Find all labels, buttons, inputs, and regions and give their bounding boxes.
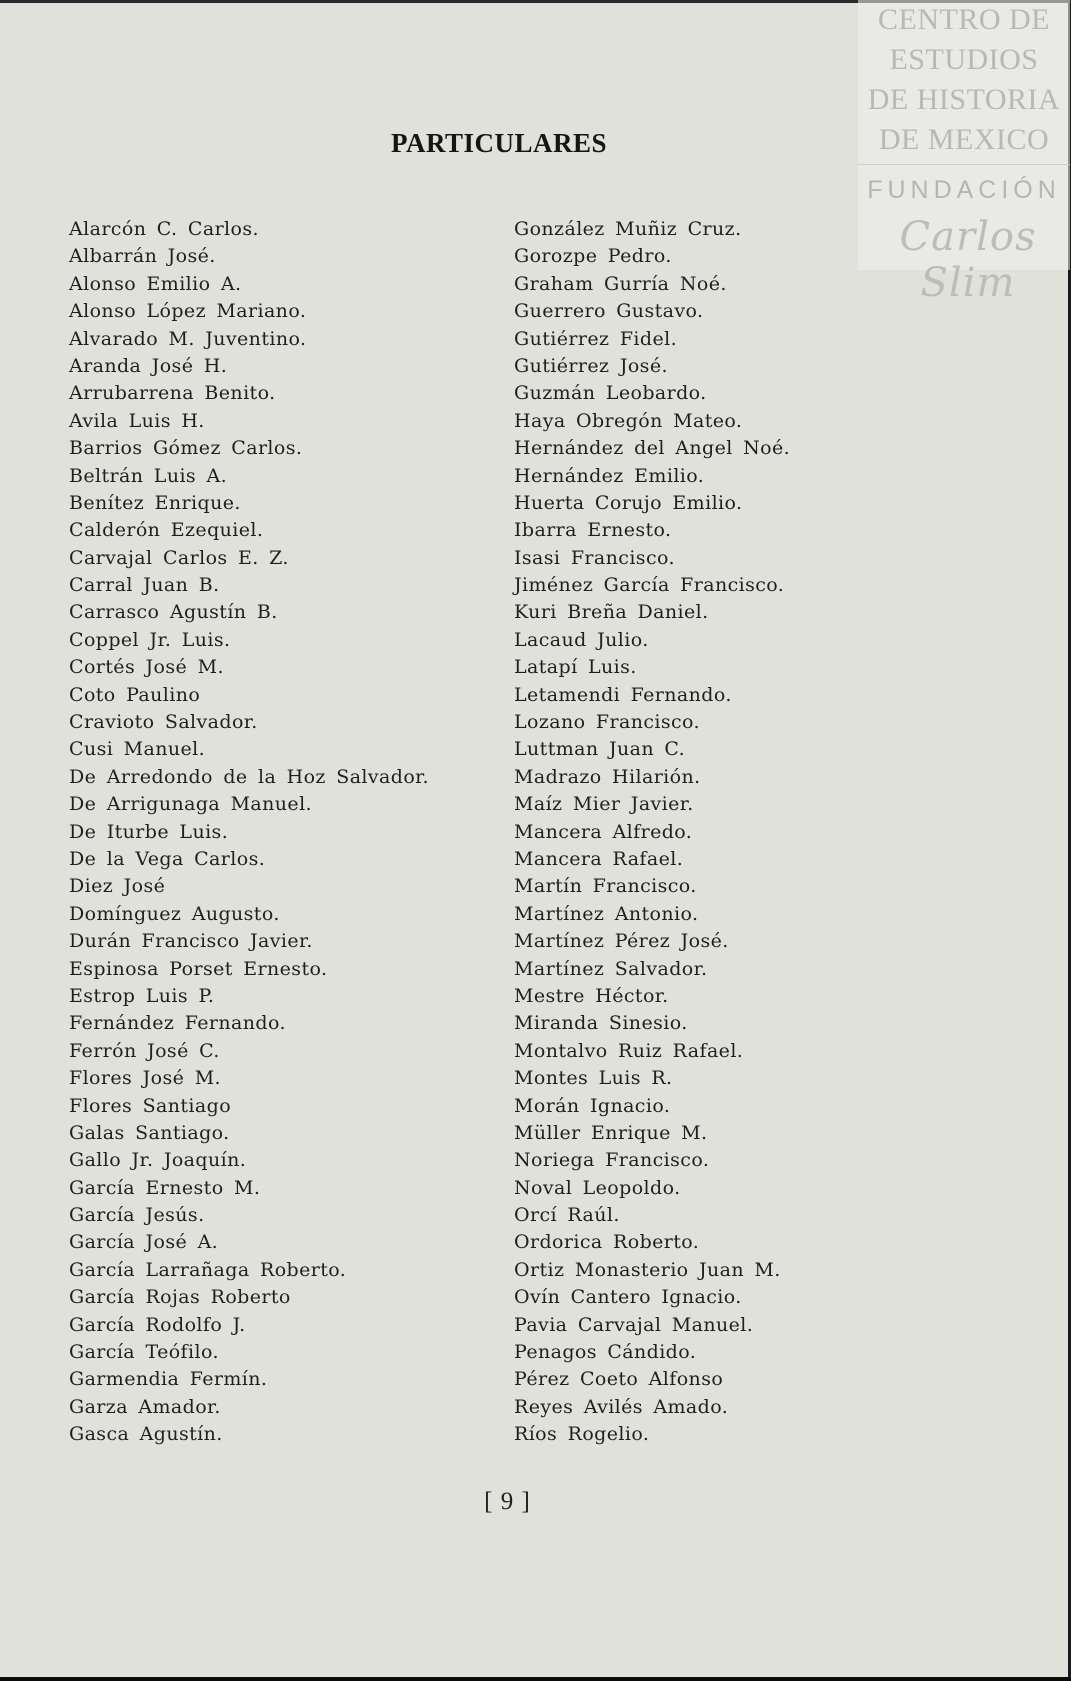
watermark-signature: Carlos Slim — [899, 214, 1037, 306]
name-entry: García Jesús. — [69, 1204, 205, 1227]
name-entry: García Teófilo. — [69, 1341, 219, 1364]
name-entry: De la Vega Carlos. — [69, 847, 266, 870]
name-entry: Maíz Mier Javier. — [514, 793, 694, 816]
name-entry: Durán Francisco Javier. — [69, 930, 313, 953]
name-entry: Mestre Héctor. — [514, 984, 669, 1007]
name-entry: Gutiérrez Fidel. — [514, 327, 678, 350]
name-entry: Martín Francisco. — [514, 875, 697, 898]
name-entry: Benítez Enrique. — [69, 491, 241, 514]
name-entry: Alvarado M. Juventino. — [69, 327, 307, 350]
name-entry: García Ernesto M. — [69, 1176, 261, 1199]
name-entry: Huerta Corujo Emilio. — [514, 491, 743, 514]
name-entry: Coppel Jr. Luis. — [69, 628, 231, 651]
name-entry: Espinosa Porset Ernesto. — [69, 957, 328, 980]
name-entry: Cusi Manuel. — [69, 738, 206, 761]
page-title: PARTICULARES — [390, 128, 608, 158]
name-entry: De Iturbe Luis. — [69, 820, 229, 843]
name-entry: Avila Luis H. — [69, 409, 205, 432]
name-entry: Galas Santiago. — [69, 1121, 230, 1144]
name-entry: Carral Juan B. — [69, 574, 220, 597]
name-entry: García Larrañaga Roberto. — [69, 1258, 347, 1281]
name-entry: Graham Gurría Noé. — [514, 272, 727, 295]
watermark-foundation: FUNDACIÓN — [867, 176, 1061, 204]
name-entry: Pavia Carvajal Manuel. — [514, 1313, 754, 1336]
name-entry: Montes Luis R. — [514, 1067, 673, 1090]
name-entry: Alonso López Mariano. — [69, 300, 307, 323]
name-entry: Haya Obregón Mateo. — [514, 409, 743, 432]
name-entry: Flores José M. — [69, 1067, 221, 1090]
name-entry: Alarcón C. Carlos. — [69, 218, 259, 240]
name-entry: Aranda José H. — [69, 354, 228, 377]
name-entry: Ortiz Monasterio Juan M. — [514, 1258, 781, 1281]
name-entry: Martínez Pérez José. — [514, 930, 729, 953]
name-entry: Gutiérrez José. — [514, 354, 668, 377]
name-entry: Letamendi Fernando. — [514, 683, 732, 706]
name-entry: Müller Enrique M. — [514, 1121, 708, 1144]
name-entry: Diez José — [69, 875, 166, 898]
name-entry: Gorozpe Pedro. — [514, 245, 672, 268]
name-entry: González Muñiz Cruz. — [514, 218, 742, 240]
names-list-right — [514, 216, 790, 1449]
name-entry: Isasi Francisco. — [514, 546, 675, 569]
name-entry: Orcí Raúl. — [514, 1204, 620, 1227]
name-entry: Latapí Luis. — [514, 656, 637, 679]
name-entry: Mancera Rafael. — [514, 847, 684, 870]
name-entry: Noval Leopoldo. — [514, 1176, 681, 1199]
name-entry: Reyes Avilés Amado. — [514, 1395, 729, 1418]
watermark-line: CENTRO DE — [878, 3, 1050, 36]
name-entry: De Arredondo de la Hoz Salvador. — [69, 765, 429, 788]
name-entry: Hernández Emilio. — [514, 464, 705, 487]
watermark-line: ESTUDIOS — [889, 43, 1039, 76]
name-entry: Ibarra Ernesto. — [514, 519, 672, 542]
name-entry: Albarrán José. — [69, 245, 216, 268]
name-entry: Morán Ignacio. — [514, 1094, 671, 1117]
name-entry: Madrazo Hilarión. — [514, 765, 701, 788]
name-entry: Kuri Breña Daniel. — [514, 601, 709, 624]
page-number: [ 9 ] — [484, 1488, 530, 1515]
name-entry: Domínguez Augusto. — [69, 902, 280, 925]
name-entry: Garza Amador. — [69, 1395, 221, 1418]
name-entry: Noriega Francisco. — [514, 1149, 710, 1172]
name-entry: Martínez Antonio. — [514, 902, 699, 925]
name-entry: Mancera Alfredo. — [514, 820, 693, 843]
name-entry: Gasca Agustín. — [69, 1423, 223, 1446]
name-entry: Martínez Salvador. — [514, 957, 708, 980]
name-entry: Guzmán Leobardo. — [514, 382, 707, 405]
name-entry: Cravioto Salvador. — [69, 711, 258, 734]
name-entry: Barrios Gómez Carlos. — [69, 437, 303, 460]
name-entry: Ríos Rogelio. — [514, 1423, 650, 1446]
name-entry: Flores Santiago — [69, 1094, 232, 1117]
name-entry: García Rodolfo J. — [69, 1313, 246, 1336]
name-entry: Penagos Cándido. — [514, 1341, 697, 1364]
watermark-divider — [858, 164, 1070, 165]
name-entry: García José A. — [69, 1231, 219, 1254]
name-entry: Miranda Sinesio. — [514, 1012, 688, 1035]
name-entry: Hernández del Angel Noé. — [514, 437, 791, 460]
name-entry: Montalvo Ruiz Rafael. — [514, 1039, 744, 1062]
name-entry: Fernández Fernando. — [69, 1012, 286, 1035]
name-entry: Gallo Jr. Joaquín. — [69, 1149, 247, 1172]
names-list-left — [69, 216, 429, 1449]
name-entry: Lozano Francisco. — [514, 711, 700, 734]
name-entry: Pérez Coeto Alfonso — [514, 1368, 724, 1391]
name-entry: Calderón Ezequiel. — [69, 519, 264, 542]
name-entry: Coto Paulino — [69, 683, 201, 706]
name-entry: Carrasco Agustín B. — [69, 601, 278, 624]
name-entry: Alonso Emilio A. — [69, 272, 242, 295]
watermark-line: DE HISTORIA — [867, 83, 1061, 116]
name-entry: Estrop Luis P. — [69, 984, 215, 1007]
name-entry: Lacaud Julio. — [514, 628, 649, 651]
name-entry: Luttman Juan C. — [514, 738, 686, 761]
name-entry: Cortés José M. — [69, 656, 224, 679]
name-entry: Garmendia Fermín. — [69, 1368, 268, 1391]
name-entry: García Rojas Roberto — [69, 1286, 291, 1309]
name-entry: Jiménez García Francisco. — [514, 574, 785, 597]
name-entry: De Arrigunaga Manuel. — [69, 793, 312, 816]
name-entry: Beltrán Luis A. — [69, 464, 228, 487]
watermark-line: DE MEXICO — [878, 123, 1050, 156]
name-entry: Ordorica Roberto. — [514, 1231, 700, 1254]
name-entry: Carvajal Carlos E. Z. — [69, 546, 289, 569]
name-entry: Guerrero Gustavo. — [514, 300, 704, 323]
name-entry: Ovín Cantero Ignacio. — [514, 1286, 742, 1309]
name-entry: Arrubarrena Benito. — [69, 382, 276, 405]
name-entry: Ferrón José C. — [69, 1039, 220, 1062]
